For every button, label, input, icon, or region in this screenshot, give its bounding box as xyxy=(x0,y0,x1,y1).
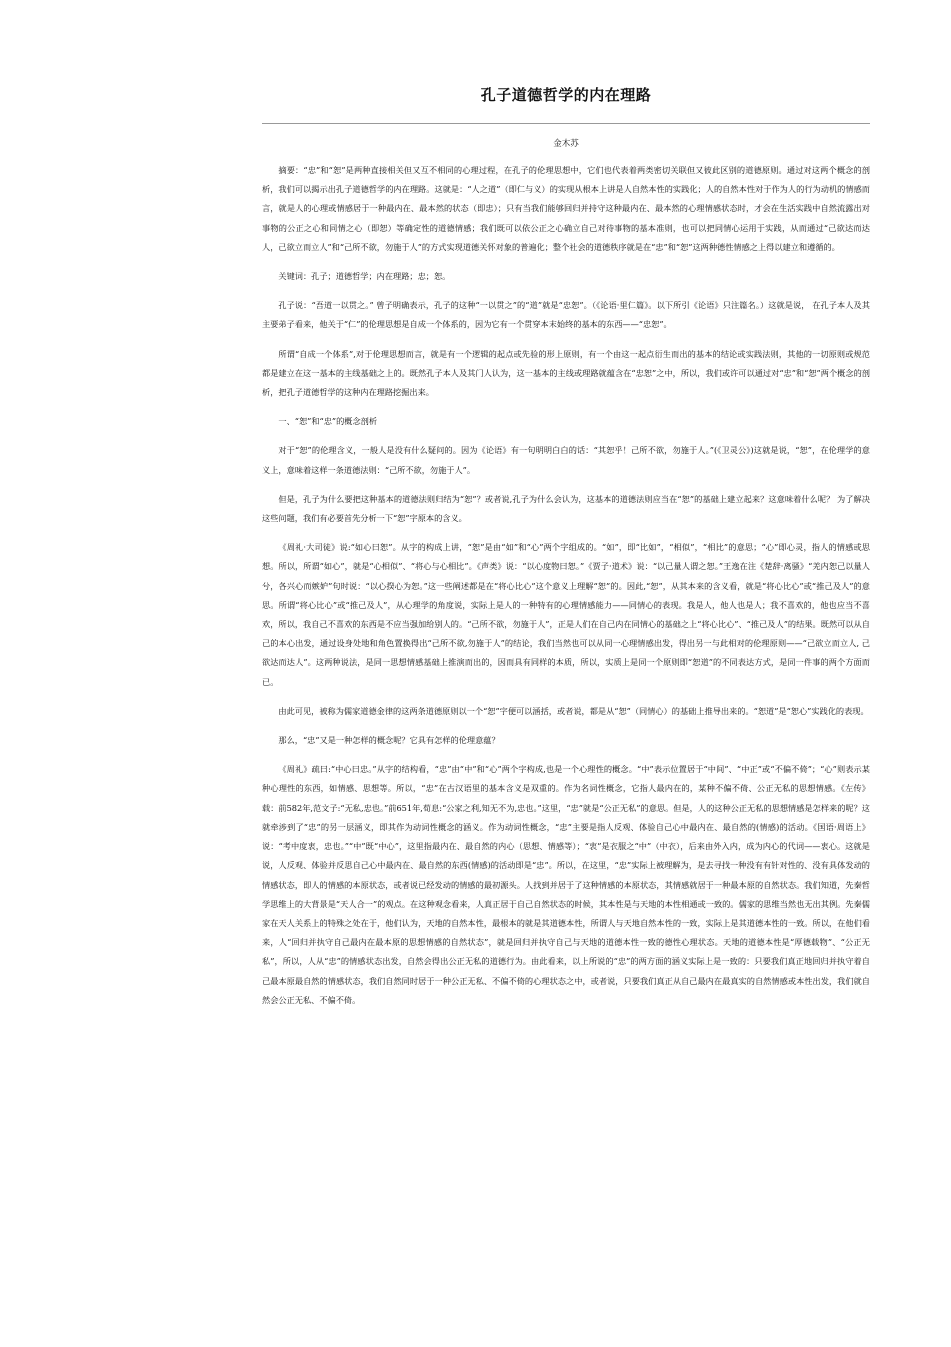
body-paragraph: 《周礼》疏曰:“中心曰忠。”从字的结构看，“忠”由“中”和“心”两个字构成,也是一个心理性的概念。“中”表示位置居于“中间”、“中正”或“不偏不倚”；“心”则表示某种心理性的东西，如情感、思想等。所以，“忠”在古汉语里的基本含义是双重的。作为名词性概念，它指人最内在的，某种不偏不倚、公正无私的思想情感。《左传》载：前582年,范文子:“无私,忠也。”前651年,荀息:“公家之利,知无不为,忠也。”这里，“忠”就是“公正无私”的意思。但是，人的这种公正无私的思想情感是怎样来的呢？这就牵涉到了“忠”的另一层涵义，即其作为动词性概念的涵义。作为动词性概念，“忠”主要是指人反观、体验自己心中最内在、最自然的(情感)的活动。《国语·周语上》说：“考中度衷，忠也。”“中”既“中心”，这里指最内在、最自然的内心（思想、情感等）；“衷”是衣服之“中”（中衣），后来由外入内，成为内心的代词——衷心。这就是说，人反观、体验并反思自己心中最内在、最自然的东西(情感)的活动即是“忠”。所以，在这里，“忠”实际上被理解为，是去寻找一种没有有针对性的、没有具体发动的情感状态，即人的情感的本原状态，或者说已经发动的情感的最初源头。人找到并居于了这种情感的本原状态，其情感就居于一种最本原的自然状态。我们知道，先秦哲学思维上的大背景是“天人合一”的观点。在这种观念看来，人真正居于自己自然状态的时候，其本性是与天地的本性相通或一致的。儒家的思维当然也无出其例。先秦儒家在天人关系上的特殊之处在于，他们认为，天地的自然本性，最根本的就是其道德本性，所谓人与天地自然本性的一致，实际上是其道德本性的一致。所以，在他们看来，人“回归并执守自己最内在最本原的思想情感的自然状态”，就是回归并执守自己与天地的道德本性一致的德性心理状态。天地的道德本性是“厚德载物”、“公正无私”，所以，人从“忠”的情感状态出发，自然会得出公正无私的道德行为。由此看来，以上所说的“忠”的两方面的涵义实际上是一致的：只要我们真正地回归并执守着自己最本原最自然的情感状态，我们自然同时居于一种公正无私、不偏不倚的心理状态之中，或者说，只要我们真正从自己最内在最真实的自然情感或本性出发，我们就自然会公正无私、不偏不倚。 xyxy=(262,764,870,1005)
body-paragraph: 对于“恕”的伦理含义，一般人是没有什么疑问的。因为《论语》有一句明明白白的话：“其恕乎！己所不欲，勿施于人。”(《卫灵公》)这就是说，“恕”，在伦理学的意义上，意味着这样一条道德法则：“己所不欲，勿施于人”。 xyxy=(262,445,870,475)
body-paragraph: 但是，孔子为什么要把这种基本的道德法则归结为“恕”？或者说,孔子为什么会认为，这基本的道德法则应当在“恕”的基础上建立起来？这意味着什么呢？ 为了解决这些问题，我们有必要首先分析一下“恕”字原本的含义。 xyxy=(262,493,870,524)
section-heading: 一、“恕”和“忠”的概念剖析 xyxy=(278,416,378,427)
document-page xyxy=(262,84,870,1020)
body-paragraph: 由此可见，被称为儒家道德金律的这两条道德原则以一个“恕”字便可以涵括，或者说，都是从“恕”（同情心）的基础上推导出来的。“恕道”是“恕心”实践化的表现。 xyxy=(278,705,869,716)
document-title: 孔子道德哲学的内在理路 xyxy=(480,86,652,104)
body-paragraph: 《周礼·大司徒》说:“如心曰恕”。从字的构成上讲，“恕”是由“如”和“心”两个字组成的。“如”，即“比如”，“相似”，“相比”的意思；“心”即心灵，指人的情感或思想。所以，所谓“如心”，就是“心相似”、“将心与心相比”。《声类》说：“以心度物曰恕。”《贾子·道术》说：“以己量人谓之恕。”王逸在注《楚辞·离骚》“羌内恕己以量人兮，各兴心而嫉妒”句时说：“以心揆心为恕。”这一些阐述都是在“将心比心”这个意义上理解“恕”的。因此,“恕”，从其本来的含义看，就是“将心比心”或“推己及人”的意思。所谓“将心比心”或“推己及人”，从心理学的角度说，实际上是人的一种特有的心理情感能力——同情心的表现。我是人，他人也是人；我不喜欢的，他也应当不喜欢，所以，我自己不喜欢的东西是不应当强加给别人的。“己所不欲，勿施于人”，正是人们在自己内在同情心的基础之上“将心比心”、“推己及人”的结果。既然可以从自己的本心出发，通过设身处地和角色置换得出“己所不欲,勿施于人”的结论，我们当然也可以从同一心理情感出发，得出另一与此相对的伦理原则——“己欲立而立人, 己欲达而达人”。这两种说法，是同一思想情感基础上推演而出的，因而具有同样的本质，所以，实质上是同一个原则即“恕道”的不同表达方式，是同一件事的两个方面而已。 xyxy=(262,542,870,687)
body-paragraph: 那么，“忠”又是一种怎样的概念呢？它具有怎样的伦理意蕴？ xyxy=(278,735,500,746)
abstract-paragraph: 摘要：“忠”和“恕”是两种直接相关但又互不相同的心理过程，在孔子的伦理思想中，它们也代表着两类密切关联但又彼此区别的道德原则。通过对这两个概念的剖析，我们可以揭示出孔子道德哲学的内在理路。这就是：“人之道”（即仁与义）的实现从根本上讲是人自然本性的实践化；人的自然本性对于作为人的行为动机的情感而言，就是人的心理或情感居于一种最内在、最本然的状态（即忠）；只有当我们能够回归并持守这种最内在、最本然的心理情感状态时，才会在生活实践中自然流露出对事物的公正之心和同情之心（即恕）等确定性的道德情感；我们既可以依公正之心确立自己对待事物的基本准则，也可以把同情心运用于实践，从而通过“己欲达而达人，己欲立而立人”和“己所不欲，勿施于人”的方式实现道德关怀对象的普遍化；整个社会的道德秩序就是在“忠”和“恕”这两种德性情感之上得以建立和遵循的。 xyxy=(262,165,870,252)
body-paragraph: 所谓“自成一个体系”,对于伦理思想而言，就是有一个逻辑的起点或先验的形上原则，有一个由这一起点衍生而出的基本的结论或实践法则，其他的一切原则或规范都是建立在这一基本的主线基础之上的。既然孔子本人及其门人认为，这一基本的主线或理路就蕴含在“忠恕”之中，所以，我们或许可以通过对“忠”和“恕”两个概念的剖析，把孔子道德哲学的这种内在理路挖掘出来。 xyxy=(262,348,870,398)
body-paragraph: 孔子说：“吾道一以贯之。” 曾子明确表示，孔子的这种“一以贯之”的“道”就是“忠恕”。（《论语·里仁篇》。以下所引《论语》只注篇名。）这就是说， 在孔子本人及其主要弟子看来，他关于“仁”的伦理思想是自成一个体系的，因为它有一个贯穿本末始终的基本的东西——“忠恕”。 xyxy=(262,300,870,330)
author-name: 金木苏 xyxy=(553,139,579,149)
keywords-paragraph: 关键词：孔子；道德哲学；内在理路；忠；恕。 xyxy=(278,271,451,282)
title-divider xyxy=(262,123,870,124)
